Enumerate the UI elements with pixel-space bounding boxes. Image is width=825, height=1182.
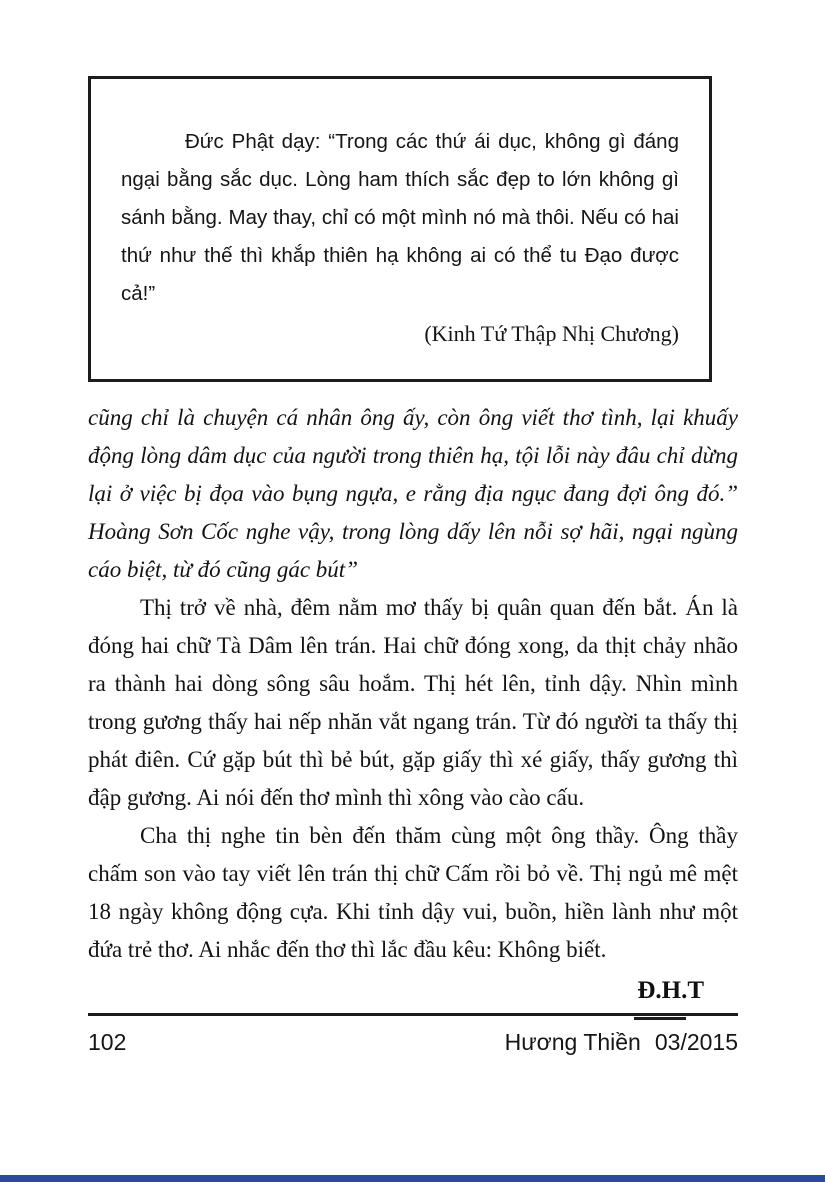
footer-page-number: 102 [88,1029,127,1055]
content-column [88,0,738,1056]
paragraph-story-2: Cha thị nghe tin bèn đến thăm cùng một ông thầy. Ông thầy chấm son vào tay viết lên trán thị chữ Cấm rồi bỏ về. Thị ngủ mê mệt 18 ngày không động cựa. Khi tỉnh dậy vui, buồn, hiền lành như một đứa trẻ thơ. Ai nhắc đến thơ thì lắc đầu kêu: Không biết. [88,823,738,962]
buddha-quote-text: Đức Phật dạy: “Trong các thứ ái dục, không gì đáng ngại bằng sắc dục. Lòng ham thích sắc đẹp to lớn không gì sánh bằng. May thay, chỉ có một mình nó mà thôi. Nếu có hai thứ như thế thì khắp thiên hạ không ai có thể tu Đạo được cả!” [121,130,679,305]
buddha-quote-box [88,76,712,382]
bottom-accent-bar [0,1175,825,1182]
article-body [88,399,738,969]
footer-journal-title: Hương Thiền [504,1029,641,1055]
paragraph-italic-continuation: cũng chỉ là chuyện cá nhân ông ấy, còn ông viết thơ tình, lại khuấy động lòng dâm dục của người trong thiên hạ, tội lỗi này đâu chỉ dừng lại ở việc bị đọa vào bụng ngựa, e rằng địa ngục đang đợi ông đó.” Hoàng Sơn Cốc nghe vậy, trong lòng dấy lên nỗi sợ hãi, ngại ngùng cáo biệt, từ đó cũng gác bút” [88,405,738,582]
quote-attribution: (Kinh Tứ Thập Nhị Chương) [424,321,679,346]
page-footer [88,1029,738,1056]
author-signature: Đ.H.T [637,977,704,1004]
signature-underline [88,1016,738,1019]
footer-issue-number: 03/2015 [654,1029,738,1055]
footer-journal-info [505,1029,738,1056]
paragraph-story-1: Thị trở về nhà, đêm nằm mơ thấy bị quân quan đến bắt. Án là đóng hai chữ Tà Dâm lên trán. Hai chữ đóng xong, da thịt chảy nhão ra thành hai dòng sông sâu hoắm. Thị hét lên, tỉnh dậy. Nhìn mình trong gương thấy hai nếp nhăn vắt ngang trán. Từ đó người ta thấy thị phát điên. Cứ gặp bút thì bẻ bút, gặp giấy thì xé giấy, thấy gương thì đập gương. Ai nói đến thơ mình thì xông vào cào cấu. [88,595,738,810]
